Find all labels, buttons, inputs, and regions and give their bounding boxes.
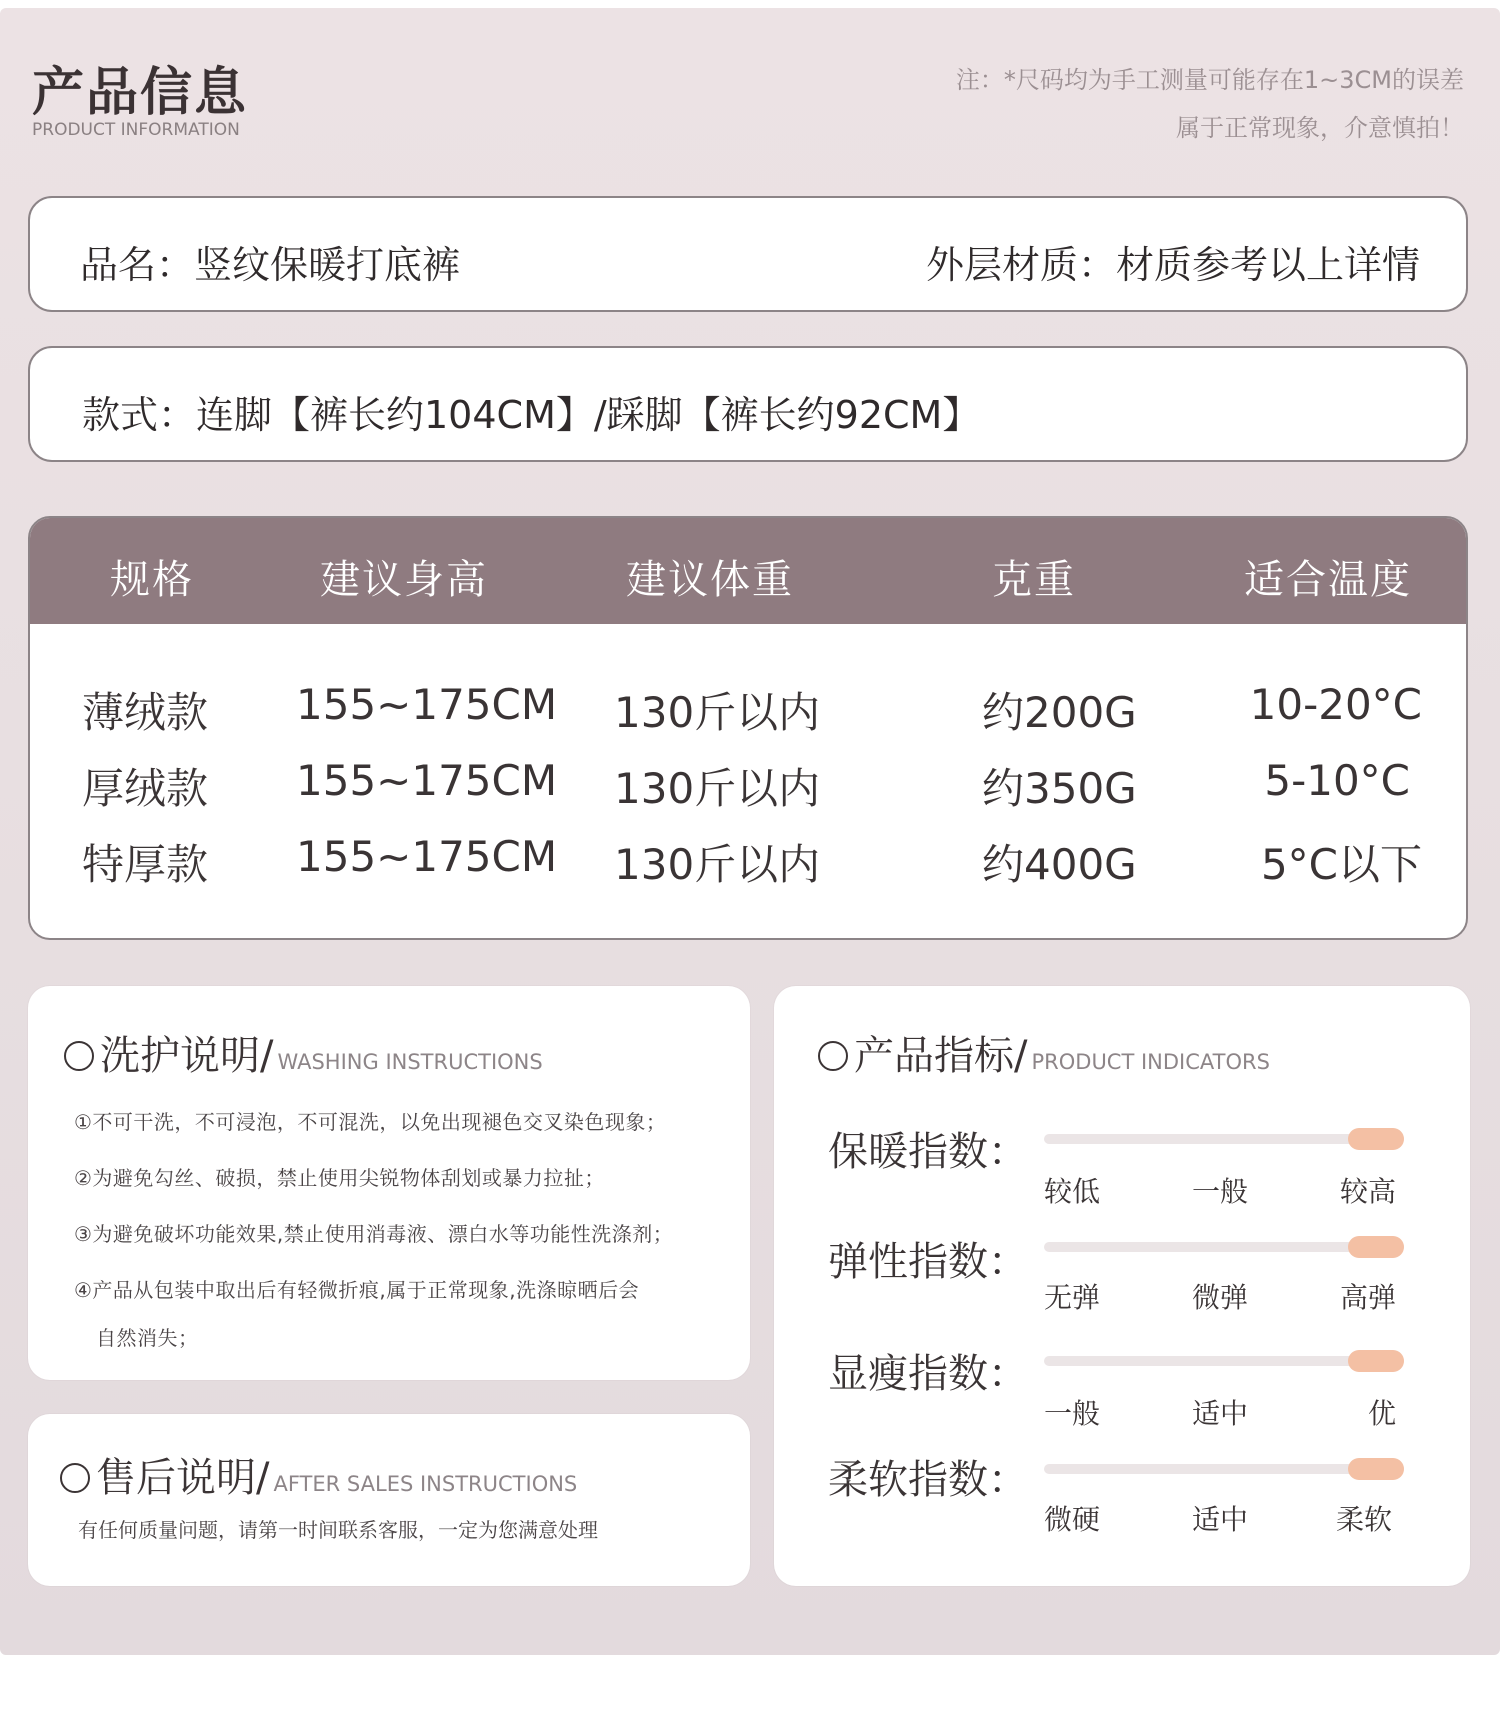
header-temperature: 适合温度 bbox=[1244, 557, 1412, 603]
header-height: 建议身高 bbox=[320, 557, 488, 603]
indicators-title-en: PRODUCT INDICATORS bbox=[1031, 1050, 1270, 1074]
softness-index-knob bbox=[1348, 1458, 1404, 1480]
page-subtitle: PRODUCT INFORMATION bbox=[32, 120, 240, 140]
washing-title-en: WASHING INSTRUCTIONS bbox=[277, 1050, 543, 1074]
row-1-gram: 约200G bbox=[982, 688, 1137, 737]
circle-bullet-icon bbox=[60, 1463, 90, 1493]
indicators-card bbox=[774, 986, 1470, 1586]
after-sales-text: 有任何质量问题，请第一时间联系客服，一定为您满意处理 bbox=[78, 1518, 598, 1542]
size-note-line-1: 注：*尺码均为手工测量可能存在1~3CM的误差 bbox=[955, 66, 1464, 94]
size-note-line-2: 属于正常现象，介意慎拍！ bbox=[1176, 114, 1464, 142]
washing-line-2: ②为避免勾丝、破损，禁止使用尖锐物体刮划或暴力拉扯； bbox=[74, 1166, 605, 1190]
softness-tick-low: 微硬 bbox=[1044, 1503, 1101, 1536]
slimming-index-bar bbox=[1044, 1356, 1404, 1366]
row-1-weight: 130斤以内 bbox=[614, 688, 821, 737]
warmth-index-knob bbox=[1348, 1128, 1404, 1150]
after-sales-title-text: 售后说明 bbox=[96, 1455, 256, 1501]
softness-index-label: 柔软指数： bbox=[828, 1457, 1028, 1503]
slimming-index-knob bbox=[1348, 1350, 1404, 1372]
slimming-tick-high: 优 bbox=[1368, 1397, 1397, 1430]
warmth-tick-low: 较低 bbox=[1044, 1175, 1101, 1208]
slimming-tick-mid: 适中 bbox=[1192, 1397, 1249, 1430]
row-3-spec: 特厚款 bbox=[82, 840, 209, 889]
warmth-index-label: 保暖指数： bbox=[828, 1129, 1028, 1175]
page-title: 产品信息 bbox=[32, 63, 249, 123]
indicators-title-text: 产品指标 bbox=[854, 1033, 1014, 1079]
washing-title: 洗护说明/ WASHING INSTRUCTIONS bbox=[64, 1024, 543, 1081]
washing-line-1: ①不可干洗，不可浸泡，不可混洗，以免出现褪色交叉染色现象； bbox=[74, 1110, 667, 1134]
elasticity-tick-high: 高弹 bbox=[1340, 1281, 1397, 1314]
washing-card bbox=[28, 986, 750, 1380]
elasticity-index-label: 弹性指数： bbox=[828, 1239, 1028, 1285]
outer-material: 外层材质：材质参考以上详情 bbox=[925, 243, 1420, 287]
elasticity-index-knob bbox=[1348, 1236, 1404, 1258]
header-gram: 克重 bbox=[992, 557, 1076, 603]
circle-bullet-icon bbox=[818, 1041, 848, 1071]
indicators-title: 产品指标/ PRODUCT INDICATORS bbox=[818, 1024, 1270, 1081]
row-1-spec: 薄绒款 bbox=[82, 688, 209, 737]
spec-table-header bbox=[30, 518, 1466, 624]
row-3-temperature: 5°C以下 bbox=[1260, 840, 1422, 889]
row-2-temperature: 5-10°C bbox=[1264, 756, 1410, 805]
row-2-height: 155~175CM bbox=[296, 756, 558, 805]
softness-tick-high: 柔软 bbox=[1336, 1503, 1393, 1536]
row-3-weight: 130斤以内 bbox=[614, 840, 821, 889]
product-name-box bbox=[28, 196, 1468, 312]
row-1-temperature: 10-20°C bbox=[1249, 680, 1422, 729]
product-style: 款式：连脚【裤长约104CM】/踩脚【裤长约92CM】 bbox=[82, 393, 981, 437]
elasticity-tick-mid: 微弹 bbox=[1192, 1281, 1249, 1314]
row-3-height: 155~175CM bbox=[296, 832, 558, 881]
row-2-spec: 厚绒款 bbox=[82, 764, 209, 813]
elasticity-index-bar bbox=[1044, 1242, 1404, 1252]
warmth-tick-high: 较高 bbox=[1340, 1175, 1397, 1208]
style-box bbox=[28, 346, 1468, 462]
slimming-tick-low: 一般 bbox=[1044, 1397, 1101, 1430]
header-spec: 规格 bbox=[110, 557, 194, 603]
spec-table bbox=[28, 516, 1468, 940]
elasticity-tick-low: 无弹 bbox=[1044, 1281, 1101, 1314]
product-name: 品名：竖纹保暖打底裤 bbox=[80, 243, 461, 287]
warmth-index-bar bbox=[1044, 1134, 1404, 1144]
washing-line-5: 自然消失； bbox=[96, 1326, 199, 1350]
row-2-weight: 130斤以内 bbox=[614, 764, 821, 813]
after-sales-card bbox=[28, 1414, 750, 1586]
softness-index-bar bbox=[1044, 1464, 1404, 1474]
after-sales-title-en: AFTER SALES INSTRUCTIONS bbox=[273, 1472, 578, 1496]
after-sales-title: 售后说明/ AFTER SALES INSTRUCTIONS bbox=[60, 1446, 577, 1503]
washing-line-3: ③为避免破坏功能效果,禁止使用消毒液、漂白水等功能性洗涤剂； bbox=[74, 1222, 674, 1246]
row-1-height: 155~175CM bbox=[296, 680, 558, 729]
washing-line-4: ④产品从包装中取出后有轻微折痕,属于正常现象,洗涤晾晒后会 bbox=[74, 1278, 640, 1302]
row-3-gram: 约400G bbox=[982, 840, 1137, 889]
softness-tick-mid: 适中 bbox=[1192, 1503, 1249, 1536]
washing-title-text: 洗护说明 bbox=[100, 1033, 260, 1079]
slimming-index-label: 显瘦指数： bbox=[828, 1351, 1028, 1397]
header-weight: 建议体重 bbox=[626, 557, 794, 603]
circle-bullet-icon bbox=[64, 1041, 94, 1071]
warmth-tick-mid: 一般 bbox=[1192, 1175, 1249, 1208]
row-2-gram: 约350G bbox=[982, 764, 1137, 813]
